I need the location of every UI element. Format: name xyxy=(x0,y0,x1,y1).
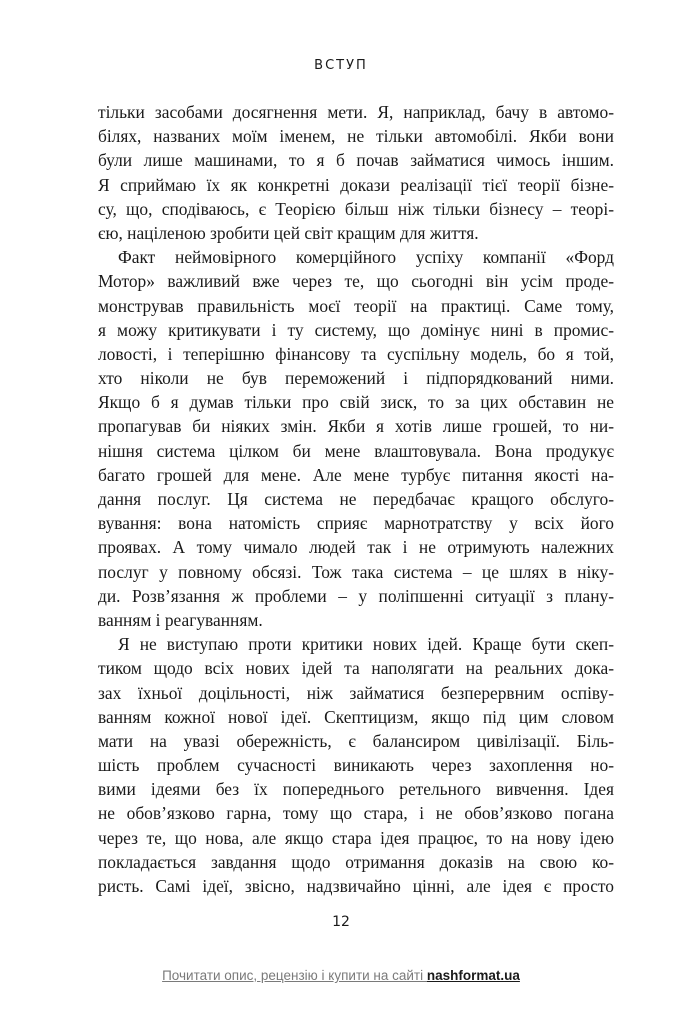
text-line: хто ніколи не був переможений і підпорядкований ними. xyxy=(98,368,614,389)
text-line: Якщо б я думав тільки про свій зиск, то за цих обставин не xyxy=(98,392,614,413)
text-line: покладається завдання щодо отримання доказів на свою ко- xyxy=(98,851,614,872)
text-line: ловості, і теперішню фінансову та суспільну модель, бо я той, xyxy=(98,343,614,364)
text-line: багато грошей для мене. Але мене турбує питання якості на- xyxy=(98,464,614,485)
paragraph-3 xyxy=(98,632,614,898)
text-line: тиком щодо всіх нових ідей та наполягати на реальних дока- xyxy=(98,658,614,679)
text-line: ванням кожної нової ідеї. Скептицизм, якщо під цим словом xyxy=(98,706,614,727)
text-line: шість проблем сучасності виникають через захоплення но- xyxy=(98,755,614,776)
text-line: я можу критикувати і ту систему, що домінує нині в промис- xyxy=(98,319,614,340)
text-line: єю, націленою зробити цей світ кращим для життя. xyxy=(98,222,479,243)
paragraph-2 xyxy=(98,245,614,632)
text-line: вування: вона натомість сприяє марнотратству у всіх його xyxy=(98,513,614,534)
text-line: пропагував би ніяких змін. Якби я хотів лише грошей, то ни- xyxy=(98,416,614,437)
text-line: монстрував правильність моєї теорії на практиці. Саме тому, xyxy=(98,295,614,316)
text-line: Я сприймаю їх як конкретні докази реалізації тієї теорії бізне- xyxy=(98,174,614,195)
running-header: ВСТУП xyxy=(314,58,368,73)
text-line: су, що, сподіваюсь, є Теорією більш ніж тільки бізнесу – теорі- xyxy=(98,198,614,219)
text-line: не обов’язково гарна, тому що стара, і не обов’язково погана xyxy=(98,803,614,824)
text-line: Факт неймовірного комерційного успіху компанії «Форд xyxy=(118,247,614,268)
text-line: через те, що нова, але якщо стара ідея працює, то на нову ідею xyxy=(98,827,614,848)
text-line: вими ідеями без їх попереднього ретельного вивчення. Ідея xyxy=(98,779,614,800)
paragraph-1 xyxy=(98,100,614,245)
text-line: Я не виступаю проти критики нових ідей. Краще бути скеп- xyxy=(118,634,614,655)
text-line: послуг у повному обсязі. Тож така система – це шлях в ніку- xyxy=(98,561,614,582)
text-line: нішня система цілком би мене влаштовувала. Вона продукує xyxy=(98,440,614,461)
text-line: проявах. А тому чимало людей так і не отримують належних xyxy=(98,537,614,558)
text-line: зах їхньої доцільності, ніж займатися безперервним оспіву- xyxy=(98,682,614,703)
footer-promo xyxy=(0,968,682,983)
text-line: ристь. Самі ідеї, звісно, надзвичайно цінні, але ідея є просто xyxy=(98,876,614,896)
text-line: дання послуг. Ця система не передбачає кращого обслуго- xyxy=(98,489,614,509)
body-text xyxy=(98,100,614,898)
text-line: тільки засобами досягнення мети. Я, наприклад, бачу в автомо- xyxy=(98,102,614,122)
footer-text-link[interactable]: Почитати опис, рецензію і купити на сайті xyxy=(162,968,427,983)
text-line: Мотор» важливий вже через те, що сьогодні він усім проде- xyxy=(98,271,614,292)
text-line: ди. Розв’язання ж проблеми – у поліпшенні ситуації з плану- xyxy=(98,585,614,606)
text-line: білях, названих моїм іменем, не тільки автомобілі. Якби вони xyxy=(98,126,614,147)
text-line: мати на увазі обережність, є балансиром цивілізації. Біль- xyxy=(98,730,614,751)
site-link[interactable]: nashformat.ua xyxy=(426,968,520,983)
text-line: ванням і реагуванням. xyxy=(98,609,263,630)
page-number: 12 xyxy=(332,914,350,930)
text-line: були лише машинами, то я б почав займатися чимось іншим. xyxy=(98,150,614,171)
